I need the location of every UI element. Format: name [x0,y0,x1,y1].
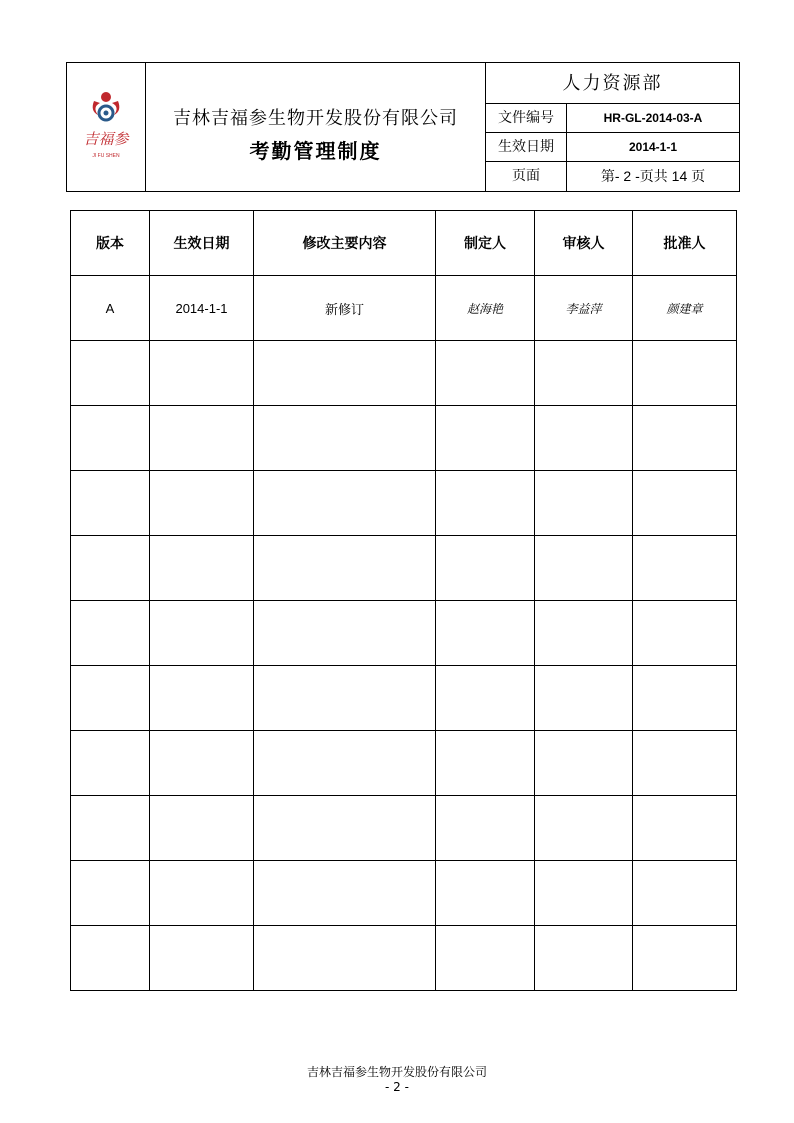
doc-number-label: 文件编号 [486,104,567,132]
cell-changes [254,536,436,601]
cell-changes [254,341,436,406]
cell-version [71,601,150,666]
cell-effective-date: 2014-1-1 [150,276,254,341]
cell-effective-date [150,861,254,926]
table-row [71,341,737,406]
effective-date-label: 生效日期 [486,133,567,161]
cell-changes [254,861,436,926]
table-header-row [71,211,737,276]
info-row-doc-number [486,104,739,133]
column-header-changes: 修改主要内容 [254,211,436,276]
cell-version [71,861,150,926]
cell-changes [254,406,436,471]
cell-author [436,861,535,926]
page-label: 页面 [486,162,567,191]
cell-version [71,341,150,406]
cell-reviewer [535,926,633,991]
cell-approver [633,731,737,796]
company-name: 吉林吉福参生物开发股份有限公司 [173,108,458,129]
table-row [71,471,737,536]
cell-version [71,536,150,601]
cell-author [436,471,535,536]
table-row [71,276,737,341]
table-row [71,666,737,731]
company-logo [76,89,136,165]
cell-author [436,796,535,861]
cell-reviewer [535,536,633,601]
cell-author [436,731,535,796]
footer-company-name: 吉林吉福参生物开发股份有限公司 [306,1065,487,1079]
page-value: 第- 2 -页共 14 页 [600,168,706,184]
logo-text: 吉福参 [83,130,129,148]
cell-reviewer [535,796,633,861]
cell-changes [254,666,436,731]
cell-approver [633,861,737,926]
effective-date-value: 2014-1-1 [628,140,678,154]
column-header-approver: 批准人 [633,211,737,276]
cell-effective-date [150,796,254,861]
cell-author: 赵海艳 [436,276,535,341]
cell-effective-date [150,731,254,796]
cell-effective-date [150,406,254,471]
cell-version [71,731,150,796]
column-header-author: 制定人 [436,211,535,276]
cell-reviewer: 李益萍 [535,276,633,341]
cell-version [71,926,150,991]
table-row [71,731,737,796]
cell-approver [633,601,737,666]
cell-approver [633,341,737,406]
cell-author [436,341,535,406]
department-name: 人力资源部 [486,63,739,104]
cell-version [71,666,150,731]
cell-effective-date [150,666,254,731]
cell-reviewer [535,471,633,536]
cell-changes [254,796,436,861]
doc-number-value: HR-GL-2014-03-A [603,111,703,125]
info-row-effective-date [486,133,739,162]
cell-approver: 颜建章 [633,276,737,341]
column-header-effective-date: 生效日期 [150,211,254,276]
document-info [486,63,739,191]
cell-approver [633,406,737,471]
cell-author [436,666,535,731]
cell-effective-date [150,341,254,406]
cell-approver [633,536,737,601]
cell-effective-date [150,926,254,991]
table-row [71,406,737,471]
document-title: 考勤管理制度 [249,139,382,163]
cell-author [436,926,535,991]
cell-reviewer [535,341,633,406]
cell-version [71,471,150,536]
document-header [66,62,740,192]
cell-reviewer [535,731,633,796]
table-row [71,861,737,926]
cell-effective-date [150,536,254,601]
column-header-version: 版本 [71,211,150,276]
cell-author [436,406,535,471]
cell-effective-date [150,601,254,666]
cell-changes [254,601,436,666]
cell-changes [254,471,436,536]
cell-reviewer [535,601,633,666]
cell-approver [633,926,737,991]
info-row-page [486,162,739,191]
cell-author [436,536,535,601]
cell-version: A [71,276,150,341]
revision-table [70,210,737,991]
cell-author [436,601,535,666]
cell-effective-date [150,471,254,536]
logo-cell [67,63,146,191]
cell-version [71,796,150,861]
column-header-reviewer: 审核人 [535,211,633,276]
cell-approver [633,796,737,861]
table-row [71,601,737,666]
cell-reviewer [535,406,633,471]
footer-page-number: - 2 - [385,1080,409,1094]
table-row [71,926,737,991]
table-row [71,796,737,861]
company-cell [146,63,486,191]
cell-reviewer [535,861,633,926]
cell-changes: 新修订 [254,276,436,341]
cell-reviewer [535,666,633,731]
cell-changes [254,731,436,796]
logo-subtext: JI FU SHEN [92,153,120,159]
cell-approver [633,666,737,731]
cell-version [71,406,150,471]
cell-changes [254,926,436,991]
table-row [71,536,737,601]
cell-approver [633,471,737,536]
